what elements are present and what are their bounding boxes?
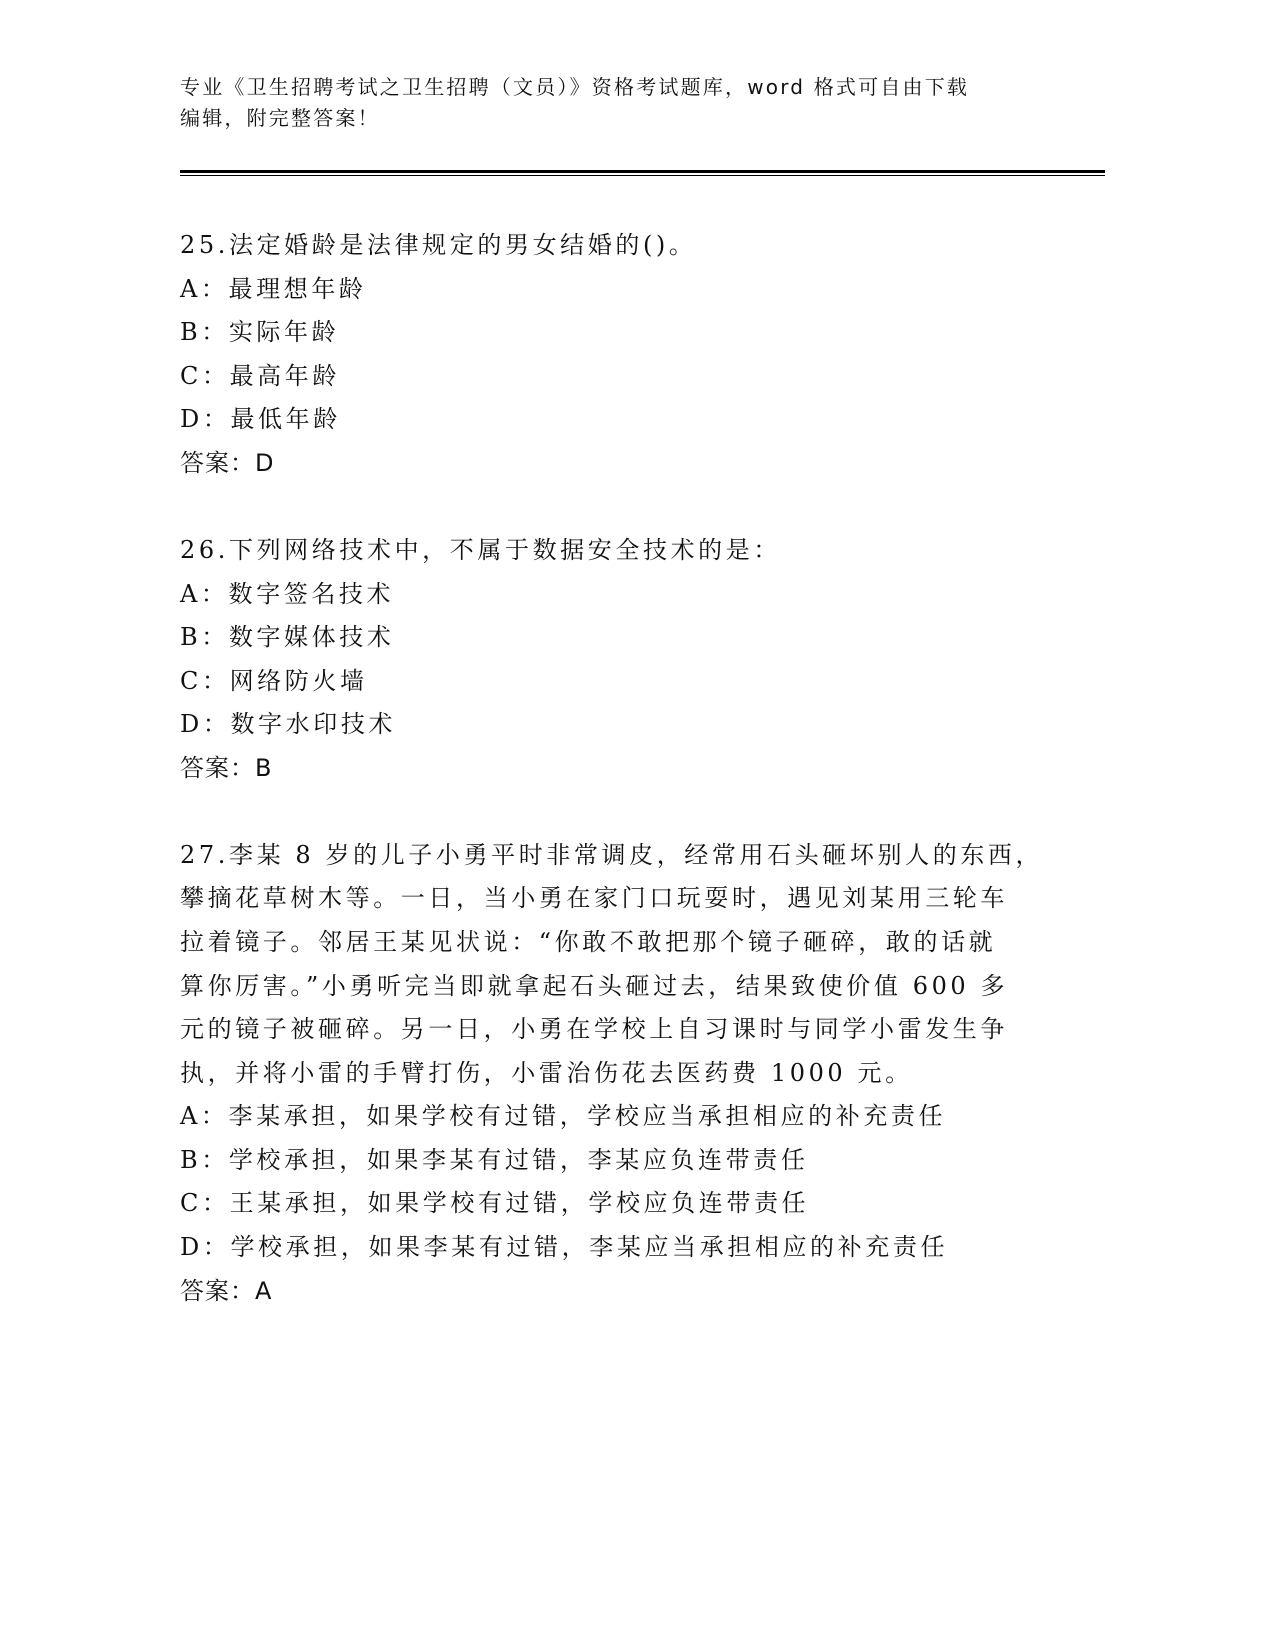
option-b: B：数字媒体技术 (180, 623, 395, 651)
option-d: D：数字水印技术 (180, 710, 397, 738)
question-stem-line: 攀摘花草树木等。一日，当小勇在家门口玩耍时，遇见刘某用三轮车 (180, 884, 1008, 912)
question-stem-line: 算你厉害。”小勇听完当即就拿起石头砸过去，结果致使价值 600 多 (180, 972, 1009, 1000)
question-stem: 26.下列网络技术中，不属于数据安全技术的是： (180, 536, 781, 564)
option-d: D：学校承担，如果李某有过错，李某应当承担相应的补充责任 (180, 1233, 949, 1261)
question-stem-line: 执，并将小雷的手臂打伤，小雷治伤花去医药费 1000 元。 (180, 1059, 913, 1087)
option-b: B：实际年龄 (180, 318, 340, 346)
answer: 答案：D (180, 449, 275, 477)
answer: 答案：B (180, 754, 273, 782)
question-stem-line: 拉着镜子。邻居王某见状说：“你敢不敢把那个镜子砸碎，敢的话就 (180, 928, 997, 956)
option-c: C：网络防火墙 (180, 667, 368, 695)
option-c: C：最高年龄 (180, 362, 340, 390)
option-c: C：王某承担，如果学校有过错，学校应负连带责任 (180, 1189, 810, 1217)
option-a: A：李某承担，如果学校有过错，学校应当承担相应的补充责任 (180, 1102, 947, 1130)
option-a: A：数字签名技术 (180, 580, 395, 608)
header-rule-thick (180, 170, 1105, 173)
question-stem-line: 27.李某 8 岁的儿子小勇平时非常调皮，经常用石头砸坏别人的东西， (180, 841, 1044, 869)
answer: 答案：A (180, 1277, 273, 1305)
option-a: A：最理想年龄 (180, 275, 367, 303)
header-line-1: 专业《卫生招聘考试之卫生招聘（文员）》资格考试题库，word 格式可自由下载 (180, 75, 970, 99)
header-line-2: 编辑，附完整答案！ (180, 106, 380, 130)
option-b: B：学校承担，如果李某有过错，李某应负连带责任 (180, 1146, 809, 1174)
question-stem: 25.法定婚龄是法律规定的男女结婚的()。 (180, 231, 697, 259)
question-stem-line: 元的镜子被砸碎。另一日，小勇在学校上自习课时与同学小雷发生争 (180, 1015, 1008, 1043)
header-rule-thin (180, 175, 1105, 176)
option-d: D：最低年龄 (180, 405, 341, 433)
